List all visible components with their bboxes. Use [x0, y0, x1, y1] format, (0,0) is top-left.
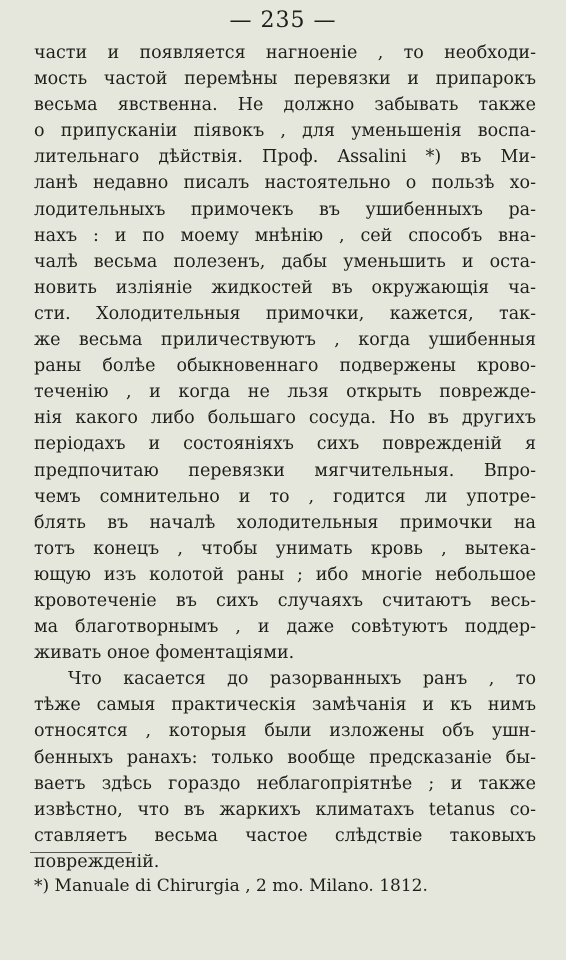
text-line: ланѣ недавно писалъ настоятельно о пользѣ хо-: [34, 173, 536, 194]
text-line: Что касается до разорванныхъ ранъ , то: [68, 669, 536, 690]
text-line: ющую изъ колотой раны ; ибо многіе небольшое: [34, 564, 536, 585]
text-line: нія какого либо большаго сосуда. Но въ другихъ: [34, 408, 536, 429]
text-line: ваетъ здѣсь гораздо неблагопріятнѣе ; и также: [34, 773, 536, 794]
text-line: ма благотворнымъ , и даже совѣтуютъ поддер-: [34, 617, 536, 638]
text-line: сти. Холодительныя примочки, кажется, так-: [34, 303, 536, 324]
text-line: относятся , которыя были изложены объ ушн-: [34, 721, 536, 742]
text-line: тѣже самыя практическія замѣчанія и къ нимъ: [34, 695, 536, 716]
text-line: предпочитаю перевязки мягчительныя. Впро-: [34, 460, 536, 481]
text-line: чалѣ весьма полезенъ, дабы уменьшить и оста-: [34, 251, 536, 272]
text-line: живать оное фоментаціями.: [34, 643, 295, 664]
text-line: теченію , и когда не льзя открыть поврежде-: [34, 382, 536, 403]
footnote: *) Manuale di Chirurgia , 2 mo. Milano. 1812.: [34, 876, 428, 896]
text-line: нахъ : и по моему мнѣнію , сей способъ вна-: [34, 225, 536, 246]
text-line: чемъ сомнительно и то , годится ли употре-: [34, 486, 536, 507]
text-line: бенныхъ ранахъ: только вообще предсказаніе бы-: [34, 747, 536, 768]
text-line: части и появляется нагноеніе , то необходи-: [34, 43, 536, 63]
text-line: о припусканіи піявокъ , для уменьшенія воспа-: [34, 121, 536, 142]
text-line: же весьма приличествуютъ , когда ушибенныя: [34, 330, 536, 351]
text-line: мость частой перемѣны перевязки и припарокъ: [34, 69, 536, 90]
text-line: лодительныхъ примочекъ въ ушибенныхъ ра-: [34, 199, 536, 220]
text-line: весьма явственна. Не должно забывать также: [34, 95, 536, 116]
text-line: блять въ началѣ холодительныя примочки на: [34, 512, 536, 533]
text-line: ставляетъ весьма частое слѣдствіе таковыхъ: [34, 825, 536, 846]
text-line: раны болѣе обыкновеннаго подвержены крово-: [34, 356, 536, 377]
text-line: новить изліяніе жидкостей въ окружающія ча-: [34, 277, 536, 298]
text-line: извѣстно, что въ жаркихъ климатахъ tetanus со-: [34, 799, 536, 820]
text-line: тотъ конецъ , чтобы унимать кровь , вытека-: [34, 538, 536, 559]
page-number: — 235 —: [229, 8, 337, 33]
text-line: лительнаго дѣйствія. Проф. Assalini *) въ Ми-: [34, 147, 536, 168]
text-line: поврежденій.: [34, 851, 160, 872]
text-line: періодахъ и состояніяхъ сихъ поврежденій я: [34, 434, 536, 455]
footnote-divider: [30, 852, 132, 853]
text-line: кровотеченіе въ сихъ случаяхъ считаютъ весь-: [34, 590, 536, 611]
body-text: [34, 40, 536, 875]
